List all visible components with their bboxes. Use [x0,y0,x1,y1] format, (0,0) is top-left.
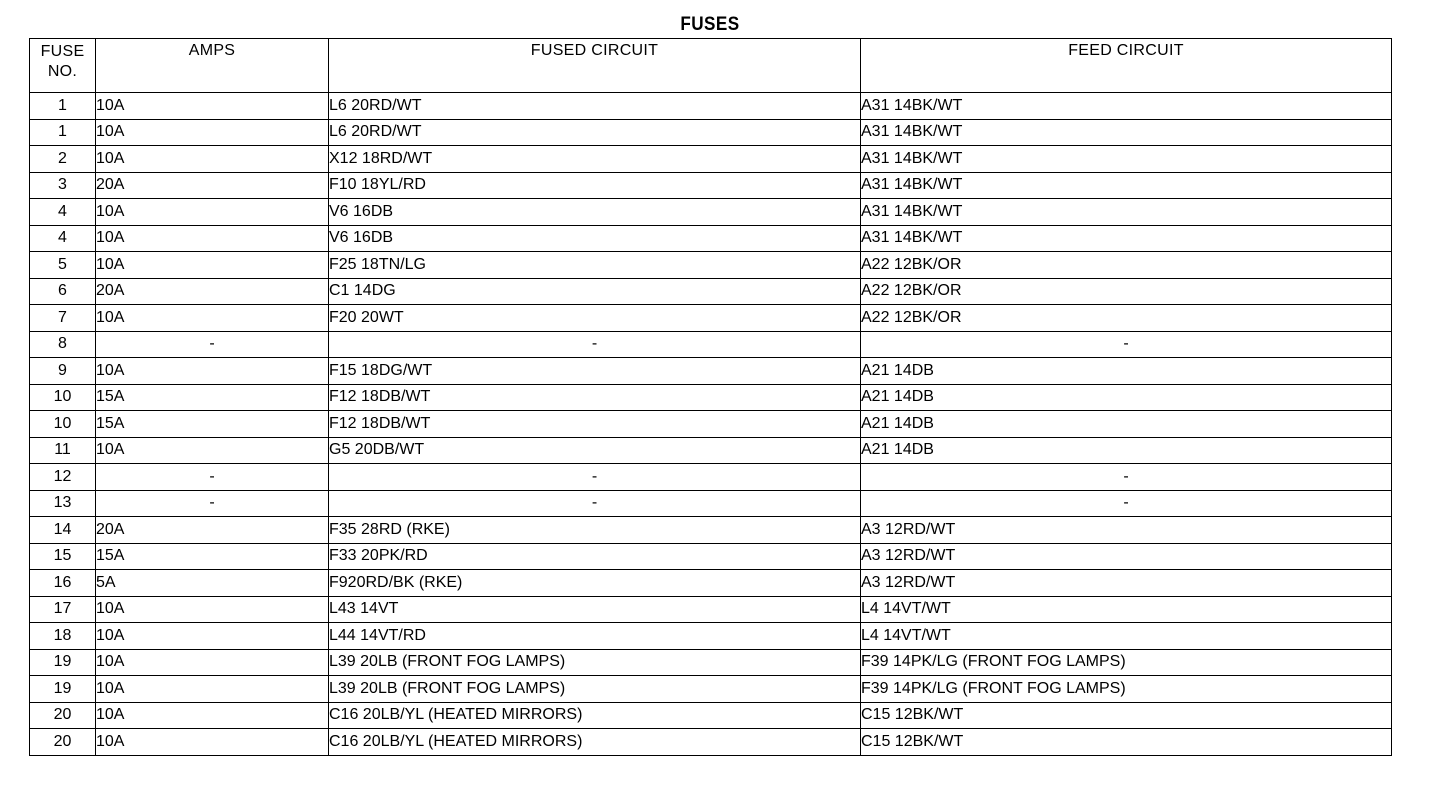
feed-circuit-cell: A31 14BK/WT [861,225,1392,252]
fused-circuit-cell: V6 16DB [329,225,861,252]
header-feed-circuit: FEED CIRCUIT [861,39,1392,93]
fused-circuit-cell: F12 18DB/WT [329,384,861,411]
feed-circuit-cell: F39 14PK/LG (FRONT FOG LAMPS) [861,676,1392,703]
table-row [30,384,1392,411]
feed-circuit-cell: A21 14DB [861,437,1392,464]
feed-circuit-cell: A31 14BK/WT [861,199,1392,226]
feed-circuit-cell: A22 12BK/OR [861,252,1392,279]
table-row [30,623,1392,650]
amps-cell: 10A [96,729,329,756]
table-row [30,172,1392,199]
feed-circuit-cell: A3 12RD/WT [861,517,1392,544]
amps-cell: 10A [96,199,329,226]
amps-cell: 10A [96,596,329,623]
fuse-number-cell: 10 [30,384,96,411]
fused-circuit-cell: F10 18YL/RD [329,172,861,199]
feed-circuit-cell: A31 14BK/WT [861,119,1392,146]
table-row [30,199,1392,226]
table-row [30,676,1392,703]
feed-circuit-cell: A3 12RD/WT [861,543,1392,570]
fuse-number-cell: 7 [30,305,96,332]
feed-circuit-cell: C15 12BK/WT [861,702,1392,729]
amps-cell: 10A [96,702,329,729]
feed-circuit-cell: L4 14VT/WT [861,623,1392,650]
feed-circuit-cell: A31 14BK/WT [861,172,1392,199]
table-row [30,464,1392,491]
amps-cell: 10A [96,146,329,173]
amps-cell: - [96,331,329,358]
fuse-number-cell: 15 [30,543,96,570]
feed-circuit-cell: A3 12RD/WT [861,570,1392,597]
fused-circuit-cell: - [329,331,861,358]
fused-circuit-cell: V6 16DB [329,199,861,226]
table-row [30,225,1392,252]
table-row [30,649,1392,676]
header-fuse-no [30,39,96,93]
table-row [30,358,1392,385]
table-body [30,93,1392,756]
feed-circuit-cell: A22 12BK/OR [861,278,1392,305]
header-fused-circuit: FUSED CIRCUIT [329,39,861,93]
amps-cell: 5A [96,570,329,597]
amps-cell: 20A [96,172,329,199]
table-row [30,119,1392,146]
table-row [30,93,1392,120]
feed-circuit-cell: A21 14DB [861,411,1392,438]
fused-circuit-cell: L43 14VT [329,596,861,623]
table-row [30,702,1392,729]
feed-circuit-cell: - [861,490,1392,517]
table-row [30,252,1392,279]
fuse-number-cell: 2 [30,146,96,173]
table-row [30,411,1392,438]
amps-cell: 10A [96,358,329,385]
fuse-number-cell: 16 [30,570,96,597]
header-amps: AMPS [96,39,329,93]
fuse-number-cell: 17 [30,596,96,623]
amps-cell: 10A [96,93,329,120]
feed-circuit-cell: A22 12BK/OR [861,305,1392,332]
fused-circuit-cell: C16 20LB/YL (HEATED MIRRORS) [329,729,861,756]
fused-circuit-cell: L44 14VT/RD [329,623,861,650]
amps-cell: - [96,464,329,491]
fused-circuit-cell: C16 20LB/YL (HEATED MIRRORS) [329,702,861,729]
fused-circuit-cell: L6 20RD/WT [329,119,861,146]
header-row [30,39,1392,93]
feed-circuit-cell: L4 14VT/WT [861,596,1392,623]
fuse-number-cell: 18 [30,623,96,650]
table-row [30,490,1392,517]
fused-circuit-cell: - [329,490,861,517]
fused-circuit-cell: L6 20RD/WT [329,93,861,120]
fuse-number-cell: 20 [30,702,96,729]
amps-cell: 10A [96,649,329,676]
fuse-number-cell: 9 [30,358,96,385]
amps-cell: 10A [96,676,329,703]
feed-circuit-cell: F39 14PK/LG (FRONT FOG LAMPS) [861,649,1392,676]
table-row [30,543,1392,570]
feed-circuit-cell: A31 14BK/WT [861,146,1392,173]
fuse-number-cell: 20 [30,729,96,756]
fused-circuit-cell: X12 18RD/WT [329,146,861,173]
feed-circuit-cell: A21 14DB [861,358,1392,385]
fuse-number-cell: 4 [30,225,96,252]
fused-circuit-cell: F35 28RD (RKE) [329,517,861,544]
table-row [30,517,1392,544]
table-row [30,146,1392,173]
amps-cell: 10A [96,225,329,252]
table-row [30,729,1392,756]
amps-cell: - [96,490,329,517]
header-fuse-no-line2: NO. [47,63,78,80]
table-row [30,305,1392,332]
fuse-number-cell: 3 [30,172,96,199]
fuse-number-cell: 1 [30,119,96,146]
fuse-number-cell: 11 [30,437,96,464]
fused-circuit-cell: F15 18DG/WT [329,358,861,385]
feed-circuit-cell: A31 14BK/WT [861,93,1392,120]
fuse-number-cell: 5 [30,252,96,279]
feed-circuit-cell: A21 14DB [861,384,1392,411]
page-title: FUSES [680,14,740,35]
feed-circuit-cell: C15 12BK/WT [861,729,1392,756]
amps-cell: 10A [96,305,329,332]
fuse-number-cell: 1 [30,93,96,120]
fused-circuit-cell: F12 18DB/WT [329,411,861,438]
table-row [30,278,1392,305]
amps-cell: 20A [96,517,329,544]
fuse-number-cell: 19 [30,649,96,676]
table-row [30,437,1392,464]
table-row [30,570,1392,597]
fuse-number-cell: 8 [30,331,96,358]
fused-circuit-cell: F25 18TN/LG [329,252,861,279]
table-header [30,39,1392,93]
amps-cell: 10A [96,437,329,464]
feed-circuit-cell: - [861,464,1392,491]
header-fuse-no-line1: FUSE [40,43,85,60]
fused-circuit-cell: L39 20LB (FRONT FOG LAMPS) [329,676,861,703]
fuse-number-cell: 10 [30,411,96,438]
fused-circuit-cell: - [329,464,861,491]
amps-cell: 15A [96,411,329,438]
amps-cell: 10A [96,119,329,146]
fuse-number-cell: 13 [30,490,96,517]
feed-circuit-cell: - [861,331,1392,358]
fused-circuit-cell: F920RD/BK (RKE) [329,570,861,597]
fuse-number-cell: 12 [30,464,96,491]
fused-circuit-cell: G5 20DB/WT [329,437,861,464]
fused-circuit-cell: F20 20WT [329,305,861,332]
fuse-number-cell: 19 [30,676,96,703]
amps-cell: 10A [96,252,329,279]
amps-cell: 15A [96,384,329,411]
fuse-number-cell: 6 [30,278,96,305]
fused-circuit-cell: C1 14DG [329,278,861,305]
table-row [30,331,1392,358]
fused-circuit-cell: L39 20LB (FRONT FOG LAMPS) [329,649,861,676]
amps-cell: 10A [96,623,329,650]
fused-circuit-cell: F33 20PK/RD [329,543,861,570]
fuse-number-cell: 14 [30,517,96,544]
table-row [30,596,1392,623]
amps-cell: 20A [96,278,329,305]
fuse-table [29,38,1392,756]
fuse-number-cell: 4 [30,199,96,226]
amps-cell: 15A [96,543,329,570]
